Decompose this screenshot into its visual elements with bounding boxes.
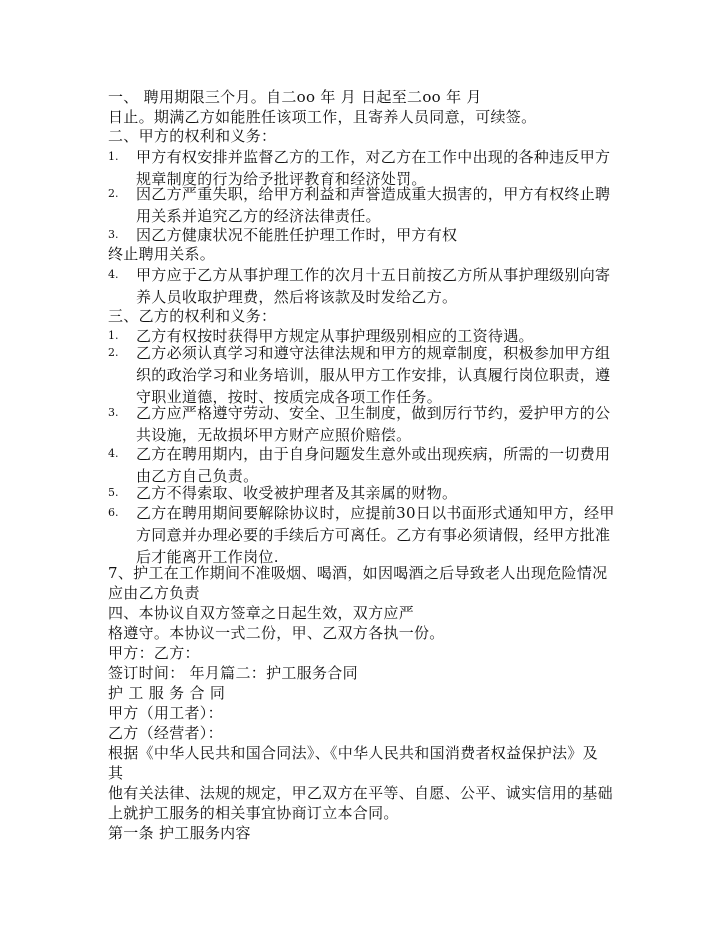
list-text: 因乙方严重失职，给甲方利益和声誉造成重大损害的，甲方有权终止聘用关系并追究乙方的经济法律责任。: [136, 185, 611, 225]
list-number: 2.: [108, 346, 119, 359]
list-number: 2.: [108, 187, 119, 200]
party-b-line: 乙方（经营者）：: [108, 724, 223, 742]
list-number: 5.: [108, 486, 119, 499]
list-text: 乙方应严格遵守劳动、安全、卫生制度，做到厉行节约，爱护甲方的公共设施，无故损坏甲方财产应照价赔偿。: [136, 404, 611, 444]
term-line-2: 日止。期满乙方如能胜任该项工作，且寄养人员同意，可续签。: [108, 108, 537, 126]
signature-line: 甲方：乙方：: [108, 644, 200, 662]
text-line: 7、护工在工作期间不准吸烟、喝酒，如因喝酒之后导致老人出现危险情况: [108, 564, 608, 582]
list-text: 乙方必须认真学习和遵守法律法规和甲方的规章制度，积极参加甲方组织的政治学习和业务培训，服从甲方工作安排，认真履行岗位职责，遵守职业道德，按时、按质完成各项工作任务。: [136, 344, 611, 406]
text-line: 格遵守。本协议一式二份，甲、乙双方各执一份。: [108, 624, 445, 642]
contract-title: 护 工 服 务 合 同: [108, 684, 226, 702]
list-text: 因乙方健康状况不能胜任护理工作时，甲方有权: [136, 226, 458, 244]
list-number: 6.: [108, 506, 119, 519]
text-line: 其: [108, 764, 124, 782]
list-text: 乙方不得索取、收受被护理者及其亲属的财物。: [136, 484, 458, 502]
list-number: 4.: [108, 447, 119, 460]
list-number: 3.: [108, 406, 119, 419]
list-text: 乙方在聘用期间要解除协议时，应提前30日以书面形式通知甲方，经甲方同意并办理必要的手续后方可离任。乙方有事必须请假，经甲方批准后才能离开工作岗位.: [136, 504, 615, 566]
list-text: 乙方有权按时获得甲方规定从事护理级别相应的工资待遇。: [136, 327, 534, 345]
text-line: 他有关法律、法规的规定，甲乙双方在平等、自愿、公平、诚实信用的基础: [108, 784, 613, 802]
list-text: 乙方在聘用期内，由于自身问题发生意外或出现疾病，所需的一切费用由乙方自己负责。: [136, 445, 611, 485]
term-line-1: 一、 聘用期限三个月。自二oo 年 月 日起至二oo 年 月: [108, 88, 482, 106]
list-number: 1.: [108, 150, 119, 163]
list-number: 4.: [108, 268, 119, 281]
article-heading: 第一条 护工服务内容: [108, 824, 251, 842]
text-line: 根据《中华人民共和国合同法》、《中华人民共和国消费者权益保护法》及: [108, 744, 598, 762]
list-number: 3.: [108, 228, 119, 241]
section-heading-party-a: 二、甲方的权利和义务：: [108, 127, 277, 145]
list-text: 甲方有权安排并监督乙方的工作，对乙方在工作中出现的各种违反甲方规章制度的行为给予批评教育和经济处罚。: [136, 148, 611, 188]
text-line: 四、本协议自双方签章之日起生效，双方应严: [108, 604, 415, 622]
signing-time-line: 签订时间： 年月篇二：护工服务合同: [108, 664, 358, 682]
section-heading-party-b: 三、乙方的权利和义务：: [108, 307, 277, 325]
list-text: 甲方应于乙方从事护理工作的次月十五日前按乙方所从事护理级别向寄养人员收取护理费，然后将该款及时发给乙方。: [136, 266, 611, 306]
list-number: 1.: [108, 329, 119, 342]
text-line: 终止聘用关系。: [108, 245, 216, 263]
text-line: 上就护工服务的相关事宜协商订立本合同。: [108, 804, 399, 822]
text-line: 应由乙方负责: [108, 584, 200, 602]
party-a-line: 甲方（用工者）：: [108, 704, 223, 722]
